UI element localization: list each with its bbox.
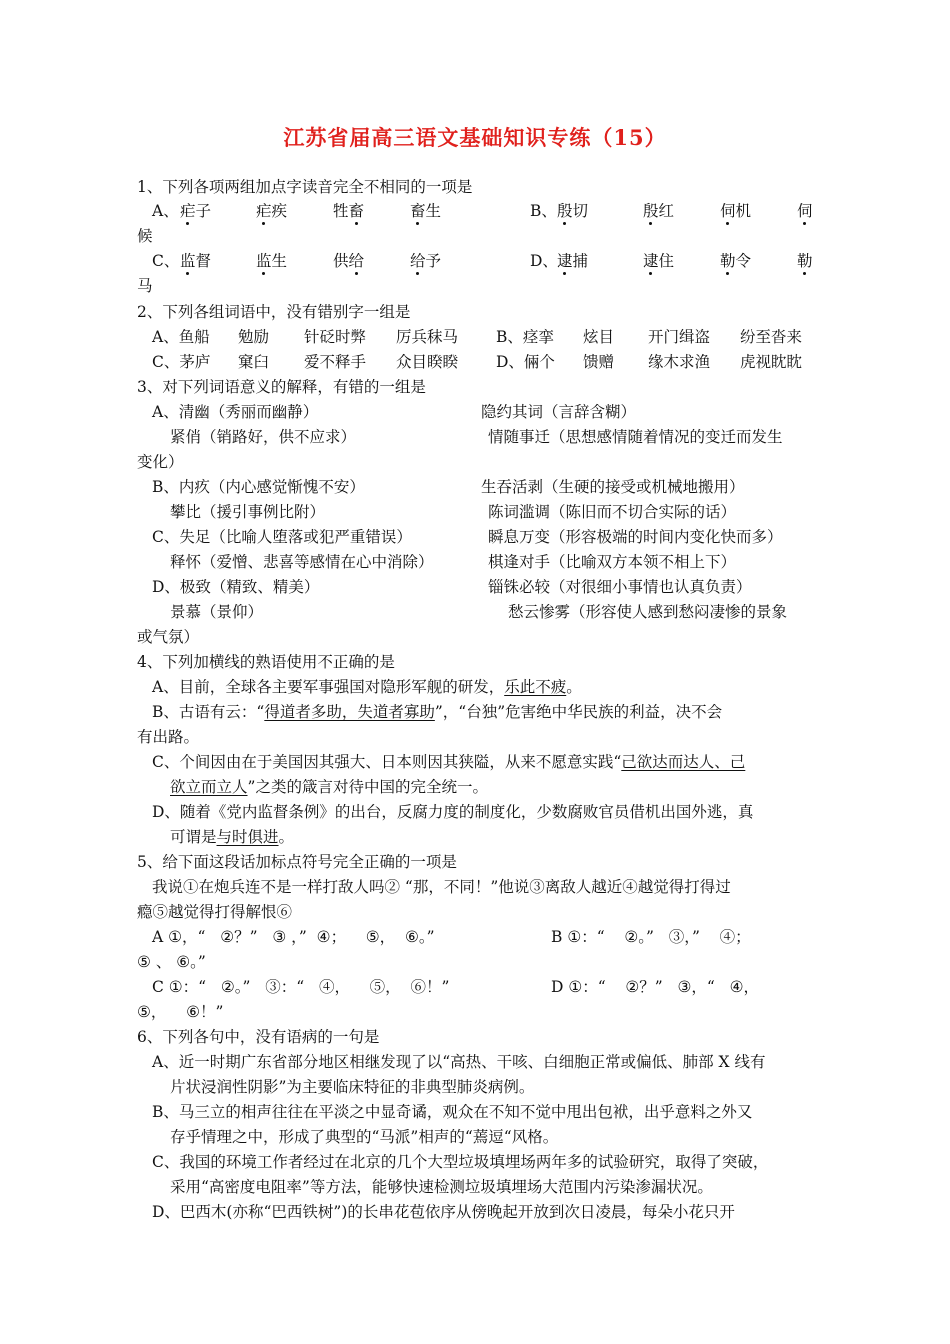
- q3-a-2: 隐约其词（言辞含糊）: [481, 403, 637, 421]
- q1-option-d-label: D、: [530, 252, 558, 270]
- q1-option-b-label: B、: [530, 202, 557, 220]
- q1-d-word3: 勒令: [720, 252, 752, 270]
- q4-b-wrap: 有出路。: [137, 728, 200, 746]
- q3-c-3: 释怀（爱憎、悲喜等感情在心中消除）: [170, 553, 434, 571]
- q1-d-word2: 逮住: [643, 252, 675, 270]
- q3-a-1: A、清幽（秀丽而幽静）: [152, 403, 319, 421]
- q3-c-1: C、失足（比喻人堕落或犯严重错误）: [152, 528, 412, 546]
- q5-option-a: A ①，“ ②？” ③ ，” ④； ⑤， ⑥。”: [152, 928, 435, 946]
- q1-c-word3: 供给: [333, 252, 365, 270]
- q2-c-1: C、茅庐: [152, 353, 211, 371]
- q4-c-idiom-part2: 欲立而立人: [170, 778, 248, 796]
- q1-stem: 1、下列各项两组加点字读音完全不相同的一项是: [137, 178, 473, 196]
- q1-a-word2: 疟疾: [256, 202, 288, 220]
- q1-option-a-label: A、: [152, 202, 179, 220]
- q1-c-word4: 给予: [410, 252, 442, 270]
- q3-b-1: B、内疚（内心感觉惭愧不安）: [152, 478, 365, 496]
- q3-a-3: 紧俏（销路好，供不应求）: [170, 428, 357, 446]
- q5-option-d-wrap: ⑤， ⑥！”: [137, 1003, 224, 1021]
- q6-stem: 6、下列各句中，没有语病的一句是: [137, 1028, 380, 1046]
- q6-option-b-1: B、马三立的相声往往在平淡之中显奇谲，观众在不知不觉中甩出包袱，出乎意料之外又: [152, 1103, 753, 1121]
- q3-d-3: 景慕（景仰）: [170, 603, 264, 621]
- q3-a-4: 情随事迁（思想感情随着情况的变迁而发生: [488, 428, 783, 446]
- q2-c-4: 众目睽睽: [396, 353, 459, 371]
- q3-stem: 3、对下列词语意义的解释，有错的一组是: [137, 378, 426, 396]
- q1-b-word3: 伺机: [720, 202, 752, 220]
- q2-stem: 2、下列各组词语中，没有错别字一组是: [137, 303, 411, 321]
- q3-d-2: 锱铢必较（对很细小事情也认真负责）: [488, 578, 752, 596]
- q2-c-3: 爱不释手: [304, 353, 367, 371]
- q2-a-4: 厉兵秣马: [396, 328, 459, 346]
- q5-option-c: C ①：“ ②。” ③：“ ④， ⑤， ⑥！”: [152, 978, 450, 996]
- q1-d-wrap: 马: [137, 277, 153, 295]
- q2-c-2: 窠臼: [238, 353, 270, 371]
- q2-a-1: A、鱼船: [152, 328, 210, 346]
- q4-d-idiom: 与时俱进: [216, 828, 279, 846]
- q1-b-word4: 伺: [797, 202, 813, 220]
- q2-b-2: 炫目: [583, 328, 615, 346]
- q1-b-word2: 殷红: [643, 202, 675, 220]
- q3-c-4: 棋逢对手（比喻双方本领不相上下）: [488, 553, 737, 571]
- q6-option-c-1: C、我国的环境工作者经过在北京的几个大型垃圾填埋场两年多的试验研究，取得了突破，: [152, 1153, 769, 1171]
- q6-option-c-2: 采用“高密度电阻率”等方法，能够快速检测垃圾填埋场大范围内污染渗漏状况。: [170, 1178, 713, 1196]
- q2-d-4: 虎视眈眈: [740, 353, 803, 371]
- q4-c-wrap: 欲立而立人”之类的箴言对待中国的完全统一。: [170, 778, 488, 796]
- q4-option-d: D、随着《党内监督条例》的出台，反腐力度的制度化，少数腐败官员借机出国外逃，真: [152, 803, 754, 821]
- q2-b-4: 纷至沓来: [740, 328, 803, 346]
- q6-option-a-1: A、近一时期广东省部分地区相继发现了以“高热、干咳、白细胞正常或偏低、肺部 X 线有: [152, 1053, 766, 1071]
- q5-stem: 5、给下面这段话加标点符号完全正确的一项是: [137, 853, 457, 871]
- q3-b-3: 攀比（援引事例比附）: [170, 503, 326, 521]
- q1-b-wrap: 候: [137, 227, 153, 245]
- q6-option-d-1: D、巴西木(亦称“巴西铁树”)的长串花苞依序从傍晚起开放到次日凌晨，每朵小花只开: [152, 1203, 735, 1221]
- q4-b-idiom: 得道者多助，失道者寡助: [264, 703, 435, 721]
- q3-c-2: 瞬息万变（形容极端的时间内变化快而多）: [488, 528, 783, 546]
- q2-d-3: 缘木求渔: [648, 353, 711, 371]
- q3-b-2: 生吞活剥（生硬的接受或机械地搬用）: [481, 478, 745, 496]
- q1-a-word1: 疟子: [180, 202, 212, 220]
- q1-c-word2: 监生: [256, 252, 288, 270]
- q1-d-word1: 逮捕: [557, 252, 589, 270]
- q5-passage-2: 瘾⑤越觉得打得解恨⑥: [137, 903, 293, 921]
- q3-d-1: D、极致（精致、精美）: [152, 578, 320, 596]
- q1-d-word4: 勒: [797, 252, 813, 270]
- q5-option-d: D ①：“ ②？” ③，“ ④，: [551, 978, 759, 996]
- q4-option-a: A、目前，全球各主要军事强国对隐形军舰的研发，乐此不疲。: [152, 678, 582, 696]
- q3-b-4: 陈词滥调（陈旧而不切合实际的话）: [488, 503, 737, 521]
- q4-a-idiom: 乐此不疲: [504, 678, 567, 696]
- q2-d-2: 馈赠: [583, 353, 615, 371]
- q5-passage-1: 我说①在炮兵连不是一样打敌人吗② “那，不同！”他说③离敌人越近④越觉得打得过: [152, 878, 731, 896]
- q4-stem: 4、下列加横线的熟语使用不正确的是: [137, 653, 395, 671]
- q1-option-c-label: C、: [152, 252, 180, 270]
- q2-b-1: B、痉挛: [496, 328, 554, 346]
- q5-option-b-wrap: ⑤ 、 ⑥。”: [137, 953, 206, 971]
- q3-d-4: 愁云惨雾（形容使人感到愁闷凄惨的景象: [508, 603, 788, 621]
- page-title: 江苏省届高三语文基础知识专练（15）: [283, 125, 667, 150]
- q2-b-3: 开门缉盗: [648, 328, 711, 346]
- q1-c-word1: 监督: [180, 252, 212, 270]
- q4-c-idiom-part1: 己欲达而达人、己: [621, 753, 746, 771]
- q5-option-b: B ①：“ ②。” ③，” ④；: [551, 928, 751, 946]
- q4-option-b: B、古语有云：“得道者多助，失道者寡助”，“台独”危害绝中华民族的利益，决不会: [152, 703, 723, 721]
- q2-d-1: D、倆个: [496, 353, 555, 371]
- q6-option-a-2: 片状浸润性阴影”为主要临床特征的非典型肺炎病例。: [170, 1078, 535, 1096]
- q4-d-wrap: 可谓是与时俱进。: [170, 828, 295, 846]
- q4-option-c: C、个间因由在于美国因其强大、日本则因其狭隘，从来不愿意实践“己欲达而达人、己: [152, 753, 746, 771]
- q1-b-word1: 殷切: [557, 202, 589, 220]
- q3-d-4-wrap: 或气氛）: [137, 628, 200, 646]
- q2-a-3: 针砭时弊: [304, 328, 367, 346]
- q6-option-b-2: 存乎情理之中，形成了典型的“马派”相声的“蔫逗“风格。: [170, 1128, 559, 1146]
- q2-a-2: 勉励: [238, 328, 270, 346]
- q3-a-4-wrap: 变化）: [137, 453, 184, 471]
- q1-a-word4: 畜生: [410, 202, 442, 220]
- q1-a-word3: 牲畜: [333, 202, 365, 220]
